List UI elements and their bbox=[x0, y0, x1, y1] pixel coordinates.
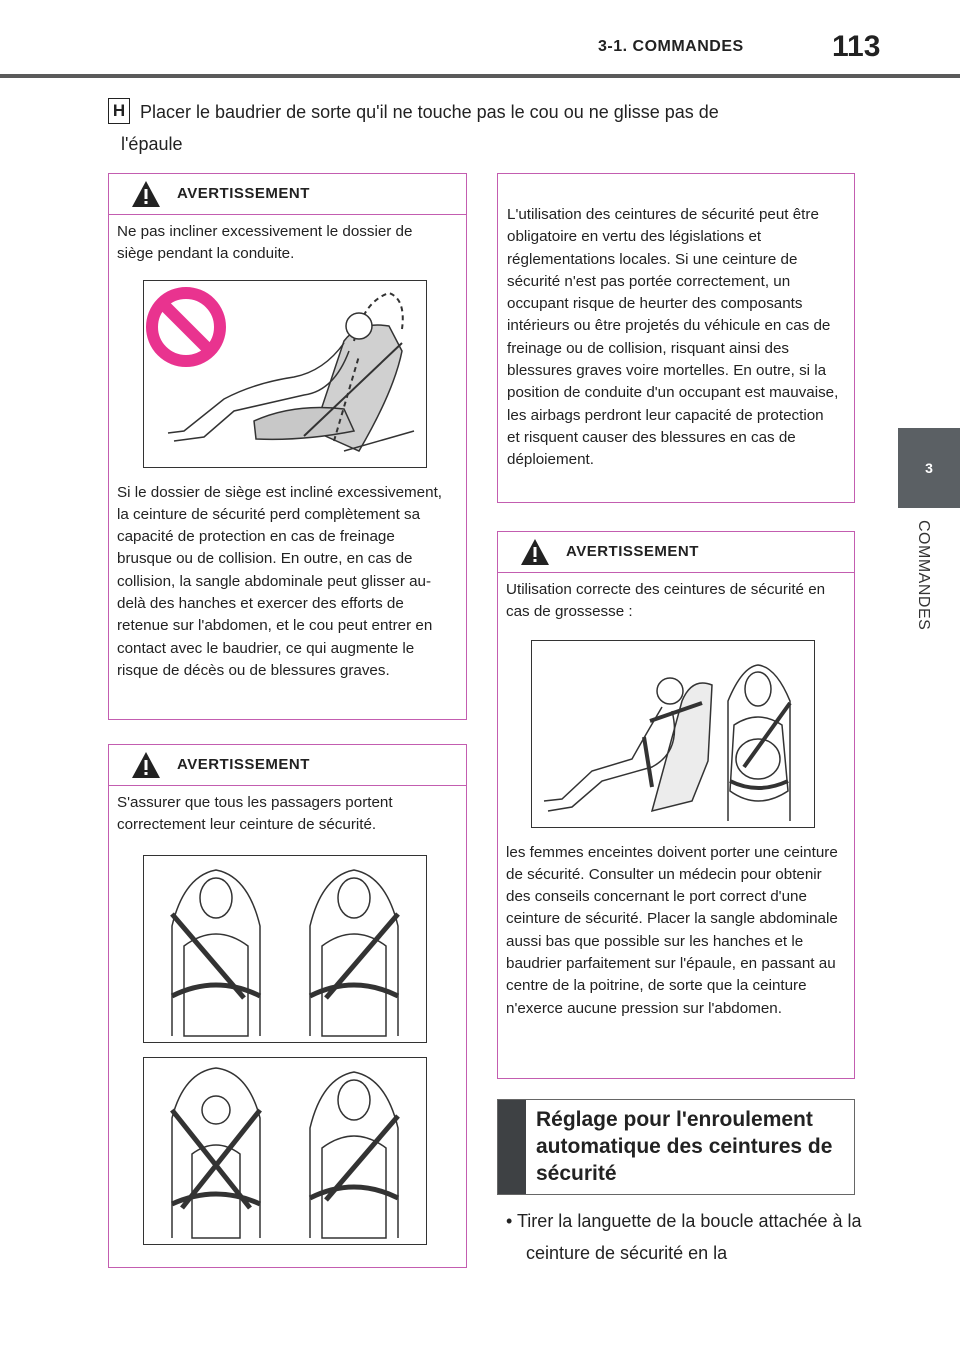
warning-text-explanation: Si le dossier de siège est incliné excessivement, la ceinture de sécurité perd complètement sa capacité de protection en cas de freinage brusque ou de collision. En outre, en cas de collision, la sangle abdominale peut glisser au-delà des hanches et exercer des efforts de retenue sur l'abdomen, et le cou peut entrer en contact avec le baudrier, ce qui augmente le risque de décès ou de blessures graves. bbox=[117, 483, 443, 679]
warning-title: AVERTISSEMENT bbox=[566, 543, 699, 560]
legal-notice-box bbox=[497, 173, 855, 503]
instruction-bullet: • Tirer la languette de la boucle attachée à la ceinture de sécurité en la bbox=[506, 1211, 862, 1263]
step-marker: H bbox=[108, 98, 130, 124]
intro-line-1: Placer le baudrier de sorte qu'il ne touche pas le cou ou ne glisse pas de bbox=[140, 102, 719, 122]
warning-header bbox=[109, 174, 466, 215]
warning-triangle-icon bbox=[520, 538, 550, 566]
warning-box-all-passengers bbox=[108, 744, 467, 1268]
intro-paragraph bbox=[108, 96, 808, 160]
section-heading-title: Réglage pour l'enroulement automatique des ceintures de sécurité bbox=[536, 1108, 833, 1185]
chapter-number: 3 bbox=[925, 460, 933, 476]
warning-title: AVERTISSEMENT bbox=[177, 756, 310, 773]
warning-header bbox=[109, 745, 466, 786]
warning-box-pregnancy bbox=[497, 531, 855, 1079]
intro-line-2: l'épaule bbox=[121, 134, 183, 154]
section-heading-box bbox=[497, 1099, 855, 1195]
pregnant-belted-illustration bbox=[531, 640, 815, 828]
warning-text-intro: S'assurer que tous les passagers portent correctement leur ceinture de sécurité. bbox=[117, 794, 393, 834]
chapter-label: COMMANDES bbox=[915, 520, 932, 631]
warning-body bbox=[498, 573, 854, 1020]
warning-text-intro: Ne pas incliner excessivement le dossier de siège pendant la conduite. bbox=[117, 223, 413, 263]
chapter-tab bbox=[898, 428, 960, 508]
warning-title: AVERTISSEMENT bbox=[177, 185, 310, 202]
warning-body bbox=[109, 786, 466, 1245]
warning-box-recline bbox=[108, 173, 467, 720]
warning-text-explanation: les femmes enceintes doivent porter une ceinture de sécurité. Consulter un médecin pour obtenir des conseils concernant le port correct d'une ceinture de sécurité. Placer la sangle abdominale aussi bas que possible sur les hanches et le baudrier parfaitement sur l'épaule, en passant au centre de la poitrine, de sorte que la ceinture n'exerce aucune pression sur l'abdomen. bbox=[506, 843, 838, 1017]
page-number: 113 bbox=[832, 30, 881, 63]
reclined-seat-illustration bbox=[143, 280, 427, 468]
instruction-bullet-text: Tirer la languette de la boucle attachée à la ceinture de sécurité en la bbox=[516, 1211, 862, 1263]
warning-triangle-icon bbox=[131, 751, 161, 779]
adults-belted-illustration bbox=[143, 855, 427, 1043]
child-belted-illustration bbox=[143, 1057, 427, 1245]
header-divider bbox=[0, 74, 960, 78]
section-header: 3-1. COMMANDES bbox=[598, 38, 744, 55]
legal-notice-text: L'utilisation des ceintures de sécurité peut être obligatoire en vertu des législations et réglementations locales. Si une ceinture de sécurité n'est pas portée correctement, un occupant risque de heurter des composants intérieurs ou être projetés du véhicule en cas de freinage ou de collision, risquant ainsi des blessures graves voire mortelles. En outre, si la position de conduite d'un occupant est mauvaise, les airbags perdront leur capacité de protection et risquent causer des blessures en cas de déploiement. bbox=[507, 206, 839, 469]
warning-header bbox=[498, 532, 854, 573]
section-heading-bar bbox=[498, 1100, 526, 1194]
warning-text-intro: Utilisation correcte des ceintures de sécurité en cas de grossesse : bbox=[506, 581, 826, 621]
warning-triangle-icon bbox=[131, 180, 161, 208]
warning-body bbox=[109, 215, 466, 682]
